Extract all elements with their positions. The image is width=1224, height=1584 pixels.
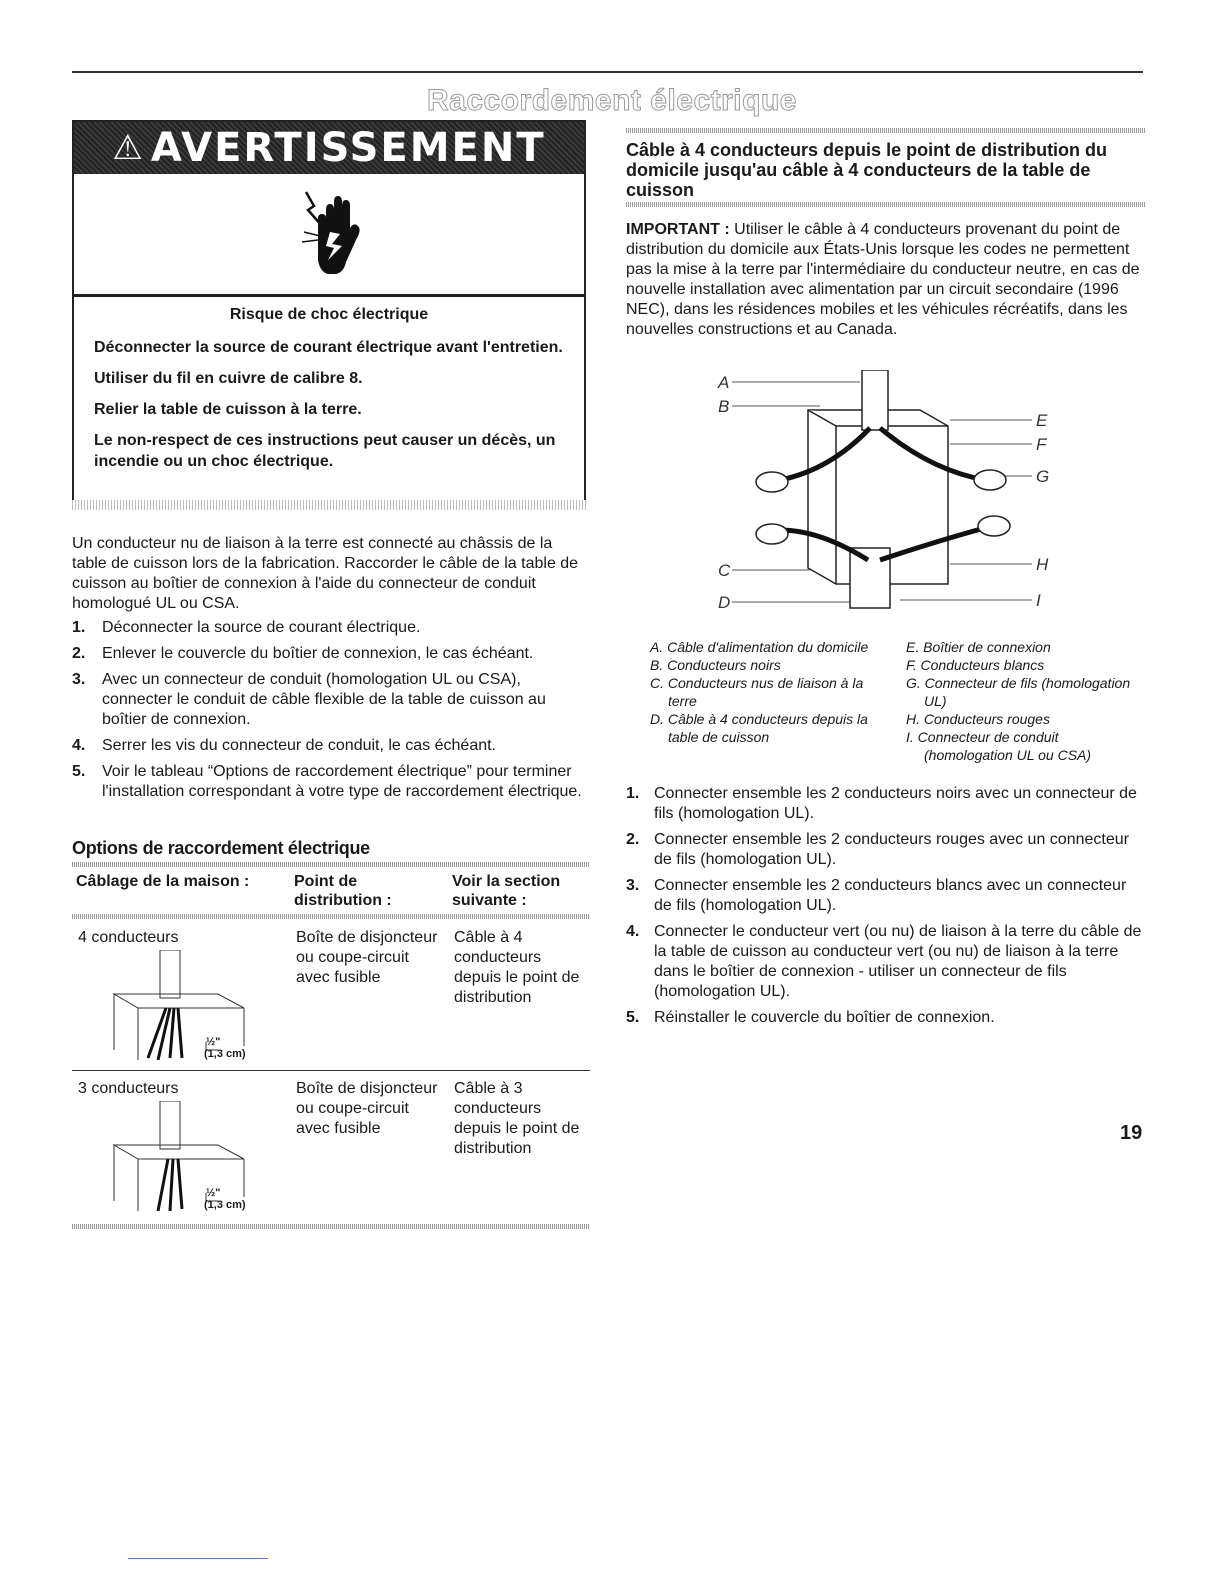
step-text: Serrer les vis du connecteur de conduit, le cas échéant.	[102, 737, 496, 754]
diagram-letter-e: E	[1036, 411, 1048, 430]
diagram-letter-c: C	[718, 561, 731, 580]
legend-item: C. Conducteurs nus de liaison à la terre	[650, 675, 864, 709]
step-number: 3.	[72, 671, 86, 688]
right-heading: Câble à 4 conducteurs depuis le point de distribution du domicile jusqu'au câble à 4 conducteurs de la table de cuisson	[626, 140, 1108, 200]
warning-risk-title: Risque de choc électrique	[229, 306, 429, 323]
warning-triangle-icon: ⚠	[112, 128, 145, 168]
diagram-letter-a: A	[718, 373, 730, 392]
list-item	[626, 922, 1146, 1002]
warning-box	[72, 120, 586, 506]
step-text: Connecter ensemble les 2 conducteurs blancs avec un connecteur de fils (homologation UL).	[654, 877, 1127, 914]
wiring-label: 4 conducteurs	[78, 929, 179, 946]
step-number: 4.	[72, 737, 86, 754]
options-rule-mid	[72, 914, 590, 919]
column-header: Câblage de la maison :	[76, 873, 250, 890]
list-item	[72, 762, 587, 802]
wiring-label: 3 conducteurs	[78, 1080, 179, 1097]
list-item	[626, 784, 1146, 824]
page-number: 19	[1120, 1122, 1143, 1144]
warning-body	[94, 304, 564, 482]
legend-item: I. Connecteur de conduit (homologation UL ou CSA)	[906, 729, 1092, 763]
list-item	[626, 876, 1146, 916]
step-text: Voir le tableau “Options de raccordement électrique” pour terminer l'installation correspondant à votre type de raccordement électrique.	[102, 763, 582, 800]
table-row	[72, 920, 590, 1071]
steps-right	[626, 784, 1146, 1034]
cell-wiring	[72, 1071, 290, 1220]
legend-item: G. Connecteur de fils (homologation UL)	[906, 675, 1131, 709]
important-text: Utiliser le câble à 4 conducteurs provenant du point de distribution du domicile aux États-Unis lorsque les codes ne permettent pas la mise à la terre par l'intermédiaire du conducteur neutre, en cas de nouvelle installation avec alimentation par un circuit secondaire (1996 NEC), dans les résidences mobiles et les véhicules récréatifs, dans les nouvelles constructions et au Canada.	[626, 221, 1140, 338]
step-number: 5.	[626, 1009, 640, 1026]
warning-line: Relier la table de cuisson à la terre.	[94, 401, 362, 418]
column-header: Point de distribution :	[294, 873, 392, 909]
diagram-letter-b: B	[718, 397, 730, 416]
legend-item: H. Conducteurs rouges	[906, 711, 1050, 727]
cell-section: Câble à 4 conducteurs depuis le point de distribution	[454, 929, 580, 1006]
right-rule-top	[626, 128, 1146, 133]
cell-wiring	[72, 920, 290, 1071]
legend-item: B. Conducteurs noirs	[650, 657, 781, 673]
cell-point: Boîte de disjoncteur ou coupe-circuit avec fusible	[296, 929, 438, 986]
list-item	[72, 644, 587, 664]
steps-left	[72, 618, 587, 808]
step-number: 2.	[626, 831, 640, 848]
table-header-row	[72, 872, 590, 920]
warning-line: Déconnecter la source de courant électrique avant l'entretien.	[94, 339, 563, 356]
right-rule-bottom	[626, 202, 1146, 207]
warning-line: Utiliser du fil en cuivre de calibre 8.	[94, 370, 363, 387]
diagram-letter-d: D	[718, 593, 731, 612]
list-item	[72, 736, 587, 756]
warning-line: Le non-respect de ces instructions peut causer un décès, un incendie ou un choc électrique.	[94, 432, 556, 470]
junction-box-diagram	[700, 370, 1060, 630]
options-rule-top	[72, 862, 590, 867]
important-label: IMPORTANT :	[626, 221, 730, 238]
legend-item: F. Conducteurs blancs	[906, 657, 1045, 673]
options-heading: Options de raccordement électrique	[72, 838, 370, 858]
table-row	[72, 1071, 590, 1220]
list-item	[626, 830, 1146, 870]
step-number: 1.	[72, 619, 86, 636]
electric-shock-hand-icon	[300, 188, 366, 280]
options-rule-bottom	[72, 1224, 590, 1229]
warning-shadow	[72, 500, 588, 510]
intro-paragraph: Un conducteur nu de liaison à la terre est connecté au châssis de la table de cuisson lors de la fabrication. Raccorder le câble de la table de cuisson au boîtier de connexion à l'aide du connecteur de conduit homologué UL ou CSA.	[72, 535, 579, 612]
dim-metric: (1,3 cm)	[204, 1199, 246, 1211]
important-paragraph	[626, 220, 1146, 340]
legend-left	[650, 638, 890, 746]
legend-item: E. Boîtier de connexion	[906, 639, 1051, 655]
warning-header-text: AVERTISSEMENT	[150, 125, 546, 171]
legend-right	[906, 638, 1136, 764]
step-text: Connecter ensemble les 2 conducteurs noirs avec un connecteur de fils (homologation UL).	[654, 785, 1137, 822]
diagram-letter-h: H	[1036, 555, 1049, 574]
warning-header	[74, 122, 584, 174]
diagram-letter-g: G	[1036, 467, 1050, 486]
step-number: 4.	[626, 923, 640, 940]
dim-fraction: ½"	[206, 1187, 221, 1199]
legend-item: A. Câble d'alimentation du domicile	[650, 639, 869, 655]
list-item	[72, 670, 587, 730]
dim-fraction: ½"	[206, 1036, 221, 1048]
step-text: Réinstaller le couvercle du boîtier de connexion.	[654, 1009, 995, 1026]
list-item	[626, 1008, 1146, 1028]
step-text: Connecter ensemble les 2 conducteurs rouges avec un connecteur de fils (homologation UL).	[654, 831, 1129, 868]
step-text: Déconnecter la source de courant électrique.	[102, 619, 421, 636]
legend-item: D. Câble à 4 conducteurs depuis la table de cuisson	[650, 711, 868, 745]
cell-section: Câble à 3 conducteurs depuis le point de distribution	[448, 1071, 590, 1220]
cell-point: Boîte de disjoncteur ou coupe-circuit avec fusible	[290, 1071, 448, 1220]
diagram-letter-i: I	[1036, 591, 1041, 610]
step-text: Enlever le couvercle du boîtier de connexion, le cas échéant.	[102, 645, 534, 662]
step-text: Connecter le conducteur vert (ou nu) de liaison à la terre du câble de la table de cuisson au conducteur vert (ou nu) de liaison à la terre dans le boîtier de connexion - utiliser un connecteur de fils (homologation UL).	[654, 923, 1142, 1000]
list-item	[72, 618, 587, 638]
options-table	[72, 872, 590, 1219]
step-number: 2.	[72, 645, 86, 662]
step-number: 3.	[626, 877, 640, 894]
page-title: Raccordement électrique	[427, 84, 797, 117]
diagram-letter-f: F	[1036, 435, 1047, 454]
footer-line	[128, 1558, 268, 1559]
warning-icon-box	[74, 174, 584, 297]
step-text: Avec un connecteur de conduit (homologation UL ou CSA), connecter le conduit de câble flexible de la table de cuisson au boîtier de connexion.	[102, 671, 546, 728]
step-number: 5.	[72, 763, 86, 780]
column-header: Voir la section suivante :	[452, 873, 561, 909]
top-rule	[72, 71, 1143, 73]
step-number: 1.	[626, 785, 640, 802]
dim-metric: (1,3 cm)	[204, 1048, 246, 1060]
